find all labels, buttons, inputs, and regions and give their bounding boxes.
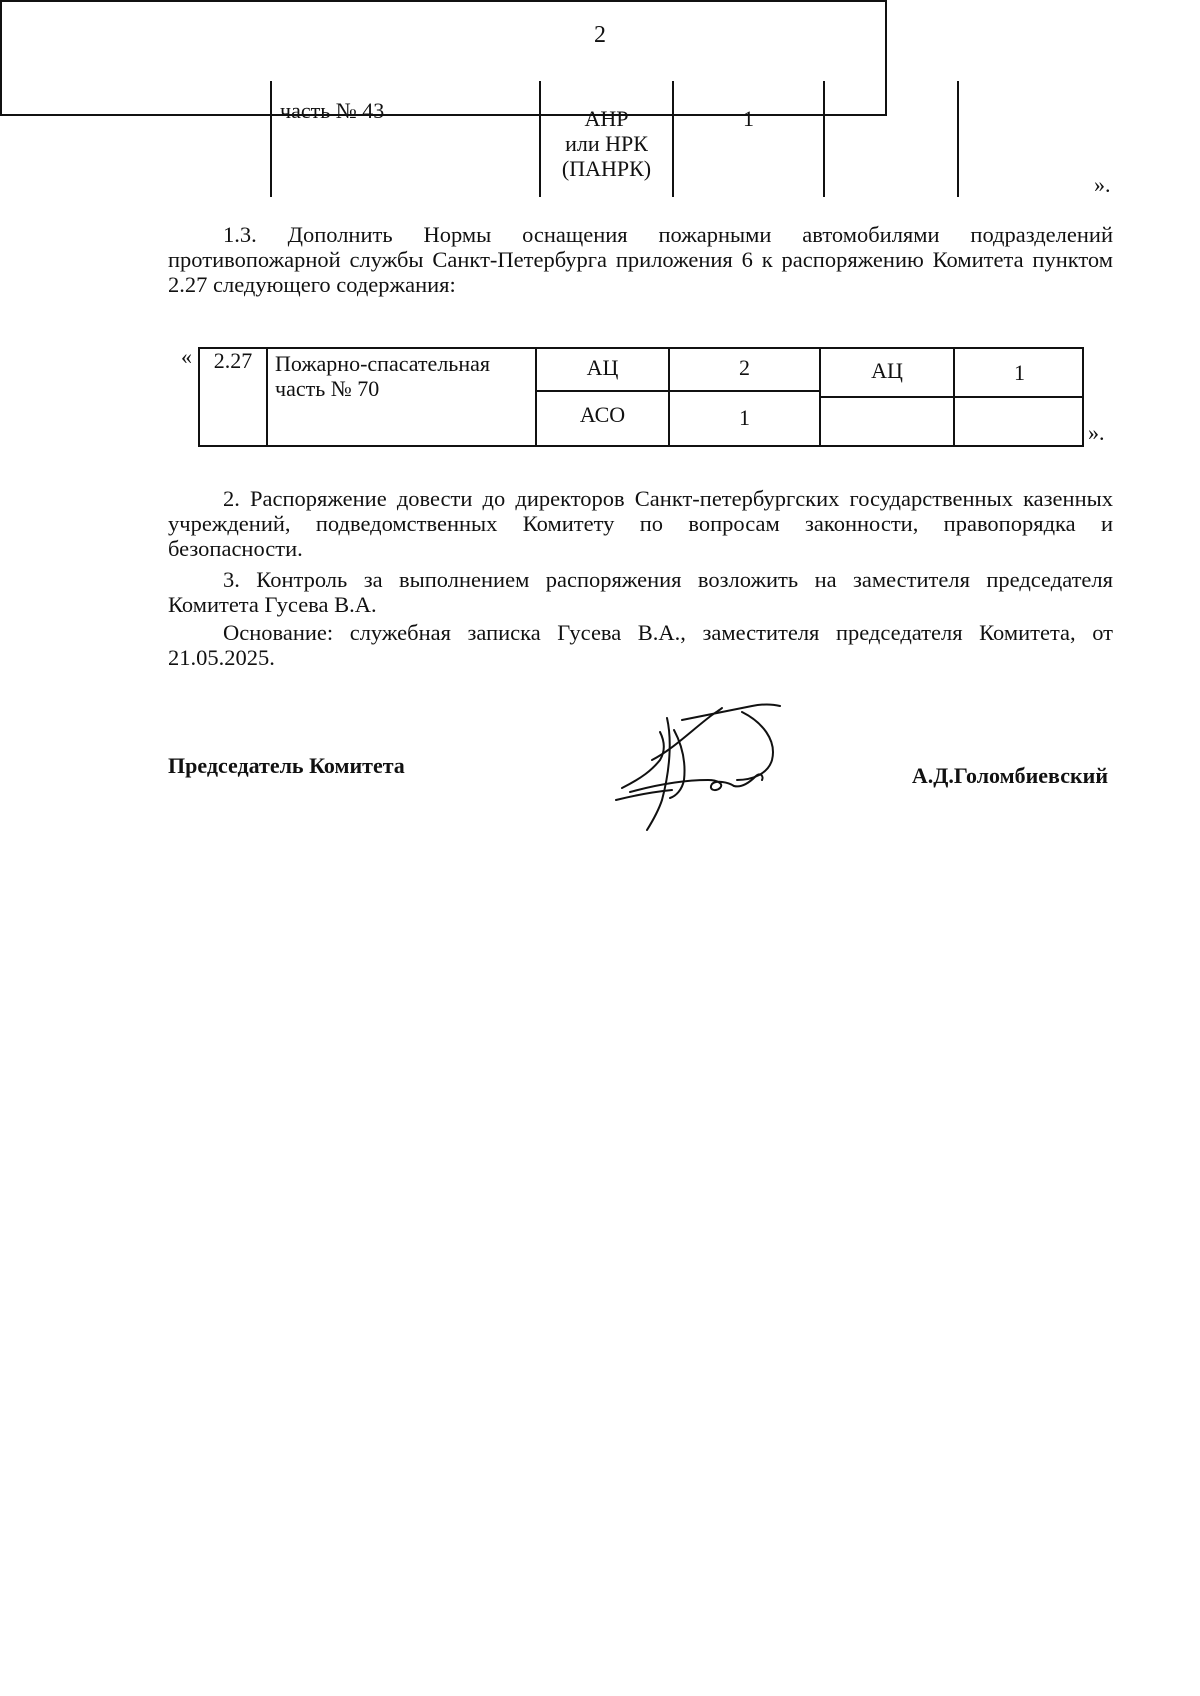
table1-closing-quote: ».	[1094, 172, 1111, 197]
paragraph-basis: Основание: служебная записка Гусева В.А., заместителя председателя Комитета, от 21.05.2025.	[168, 620, 1113, 670]
table2-row2-count: 1	[739, 405, 750, 430]
table1-vehicle-line-1: АНР	[584, 106, 629, 131]
table1-unit-name: часть № 43	[280, 98, 385, 123]
table1-count: 1	[743, 106, 754, 131]
table1-col-divider	[270, 81, 272, 197]
table2-row1-reserve-count: 1	[1014, 360, 1025, 385]
table1-vehicle-line-3: (ПАНРК)	[561, 156, 652, 181]
paragraph-1-3: 1.3. Дополнить Нормы оснащения пожарными автомобилями подразделений противопожарной службы Санкт-Петербурга приложения 6 к распоряжению Комитета пунктом 2.27 следующего содержания:	[168, 222, 1113, 297]
table2-row-divider	[535, 390, 819, 392]
table2-row1-vehicle: АЦ	[586, 355, 619, 380]
table2-item-number: 2.27	[213, 348, 253, 373]
page-number: 2	[594, 22, 606, 48]
table2-row1-count: 2	[739, 355, 750, 380]
table2-closing-quote: ».	[1088, 420, 1105, 445]
table1-col-divider	[957, 81, 959, 197]
signatory-position: Председатель Комитета	[168, 753, 405, 778]
table2-opening-quote: «	[181, 344, 192, 369]
table1-col-divider	[672, 81, 674, 197]
signatory-name: А.Д.Голомбиевский	[911, 763, 1108, 788]
paragraph-2: 2. Распоряжение довести до директоров Санкт-петербургских государственных казенных учреждений, подведомственных Комитету по вопросам законности, правопорядка и безопасности.	[168, 486, 1113, 561]
table1-frame	[0, 0, 887, 116]
table2-unit-name-line-1: Пожарно-спасательная	[275, 351, 490, 376]
paragraph-3: 3. Контроль за выполнением распоряжения возложить на заместителя председателя Комитета Гусева В.А.	[168, 567, 1113, 617]
table1-col-divider	[823, 81, 825, 197]
table2-row1-reserve-vehicle: АЦ	[871, 358, 903, 383]
table2-col-divider	[266, 347, 268, 447]
table1-vehicle-line-2: или НРК	[565, 131, 648, 156]
table2-row2-vehicle: АСО	[579, 402, 626, 427]
table2-row-divider	[819, 396, 1084, 398]
table2-unit-name-line-2: часть № 70	[275, 376, 380, 401]
handwritten-signature	[612, 700, 802, 835]
